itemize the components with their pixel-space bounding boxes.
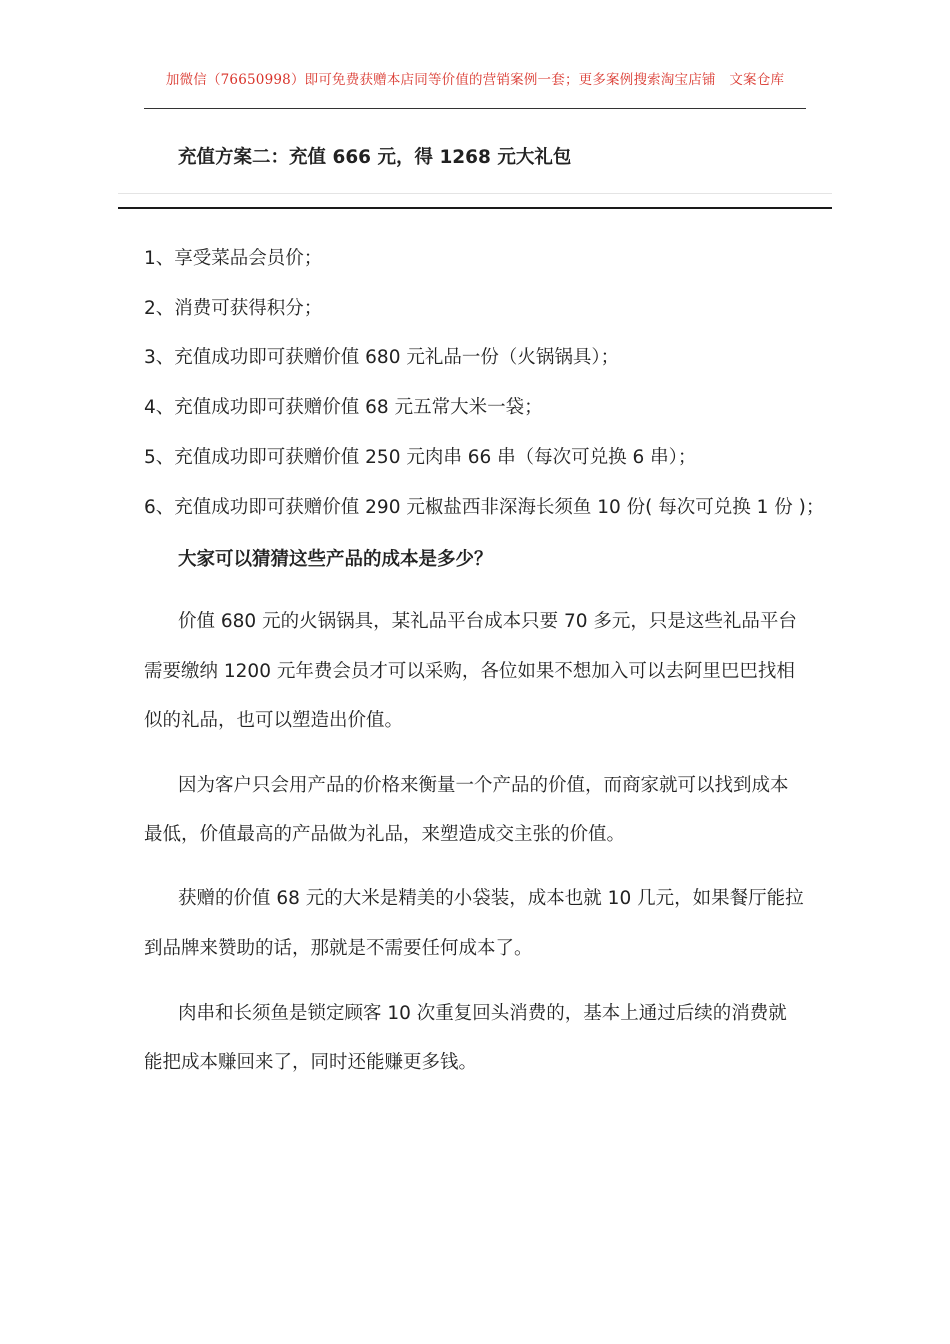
paragraph-line: 需要缴纳 1200 元年费会员才可以采购，各位如果不想加入可以去阿里巴巴找相: [144, 661, 795, 682]
paragraph-line: 因为客户只会用产品的价格来衡量一个产品的价值，而商家就可以找到成本: [178, 775, 789, 796]
header-promo-note: 加微信（76650998）即可免费获赠本店同等价值的营销案例一套；更多案例搜索淘宝店铺 文案仓库: [165, 72, 785, 88]
header-divider: [144, 108, 806, 109]
paragraph-line: 能把成本赚回来了，同时还能赚更多钱。: [144, 1052, 478, 1073]
paragraph-line: 最低，价值最高的产品做为礼品，来塑造成交主张的价值。: [144, 824, 626, 845]
benefit-item: 2、消费可获得积分；: [144, 298, 323, 319]
benefit-item: 1、享受菜品会员价；: [144, 248, 323, 269]
paragraph-line: 获赠的价值 68 元的大米是精美的小袋装，成本也就 10 几元，如果餐厅能拉: [178, 888, 804, 909]
paragraph-line: 价值 680 元的火锅锅具，某礼品平台成本只要 70 多元，只是这些礼品平台: [178, 611, 797, 632]
title-divider-thin: [118, 193, 832, 194]
title-divider-thick: [118, 207, 832, 209]
paragraph-line: 似的礼品，也可以塑造出价值。: [144, 710, 404, 731]
page-title: 充值方案二：充值 666 元，得 1268 元大礼包: [178, 147, 572, 168]
paragraph-line: 到品牌来赞助的话，那就是不需要任何成本了。: [144, 938, 533, 959]
benefit-item: 4、充值成功即可获赠价值 68 元五常大米一袋；: [144, 397, 543, 418]
benefit-item: 6、充值成功即可获赠价值 290 元椒盐西非深海长须鱼 10 份( 每次可兑换 1 份 )；: [144, 497, 825, 518]
benefit-item: 3、充值成功即可获赠价值 680 元礼品一份（火锅锅具）；: [144, 347, 620, 368]
benefit-item: 5、充值成功即可获赠价值 250 元肉串 66 串（每次可兑换 6 串）；: [144, 447, 697, 468]
cost-question-heading: 大家可以猜猜这些产品的成本是多少？: [178, 549, 493, 570]
paragraph-line: 肉串和长须鱼是锁定顾客 10 次重复回头消费的，基本上通过后续的消费就: [178, 1003, 787, 1024]
